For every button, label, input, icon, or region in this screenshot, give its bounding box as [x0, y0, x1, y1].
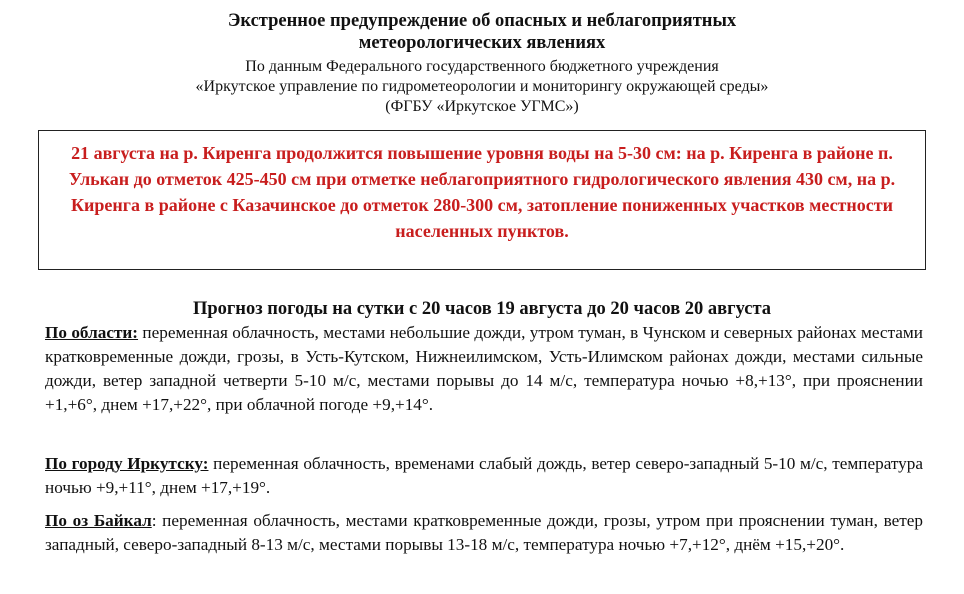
forecast-city-label: По городу Иркутску:	[45, 454, 209, 473]
forecast-region-paragraph	[45, 321, 923, 417]
source-line-2: «Иркутское управление по гидрометеорологии и мониторингу окружающей среды»	[195, 78, 769, 95]
forecast-region-text: переменная облачность, местами небольшие дожди, утром туман, в Чунском и северных районах местами кратковременные дожди, грозы, в Усть-Кутском, Нижнеилимском, Усть-Илимском районах дожди, местами сильные дожди, ветер западной четверти 5-10 м/с, местами порывы до 14 м/с, температура ночью +8,+13°, при прояснении +1,+6°, днем +17,+22°, при облачной погоде +9,+14°.	[45, 323, 923, 414]
forecast-baikal-paragraph	[45, 509, 923, 557]
source-line-3: (ФГБУ «Иркутское УГМС»)	[385, 98, 579, 115]
forecast-title: Прогноз погоды на сутки с 20 часов 19 августа до 20 часов 20 августа	[192, 299, 772, 319]
title-line-2: метеорологических явлениях	[358, 33, 606, 53]
forecast-baikal-text: : переменная облачность, местами кратковременные дожди, грозы, утром при прояснении туман, ветер западный, северо-западный 8-13 м/с, местами порывы 13-18 м/с, температура ночью +7,+12°, днём +15,+20°.	[45, 511, 923, 554]
title-line-1: Экстренное предупреждение об опасных и неблагоприятных	[227, 11, 737, 31]
forecast-baikal-label: По оз Байкал	[45, 511, 152, 530]
forecast-region-label: По области:	[45, 323, 139, 342]
forecast-city-text: переменная облачность, временами слабый дождь, ветер северо-западный 5-10 м/с, температура ночью +9,+11°, днем +17,+19°.	[45, 454, 923, 497]
source-line-1: По данным Федерального государственного бюджетного учреждения	[245, 58, 719, 75]
warning-text: 21 августа на р. Киренга продолжится повышение уровня воды на 5-30 см: на р. Киренга в районе п. Улькан до отметок 425-450 см при отметке неблагоприятного гидрологического явления 430 см, на р. Киренга в районе с Казачинское до отметок 280-300 см, затопление пониженных участков местности населенных пунктов.	[68, 143, 896, 241]
forecast-city-paragraph	[45, 452, 923, 500]
